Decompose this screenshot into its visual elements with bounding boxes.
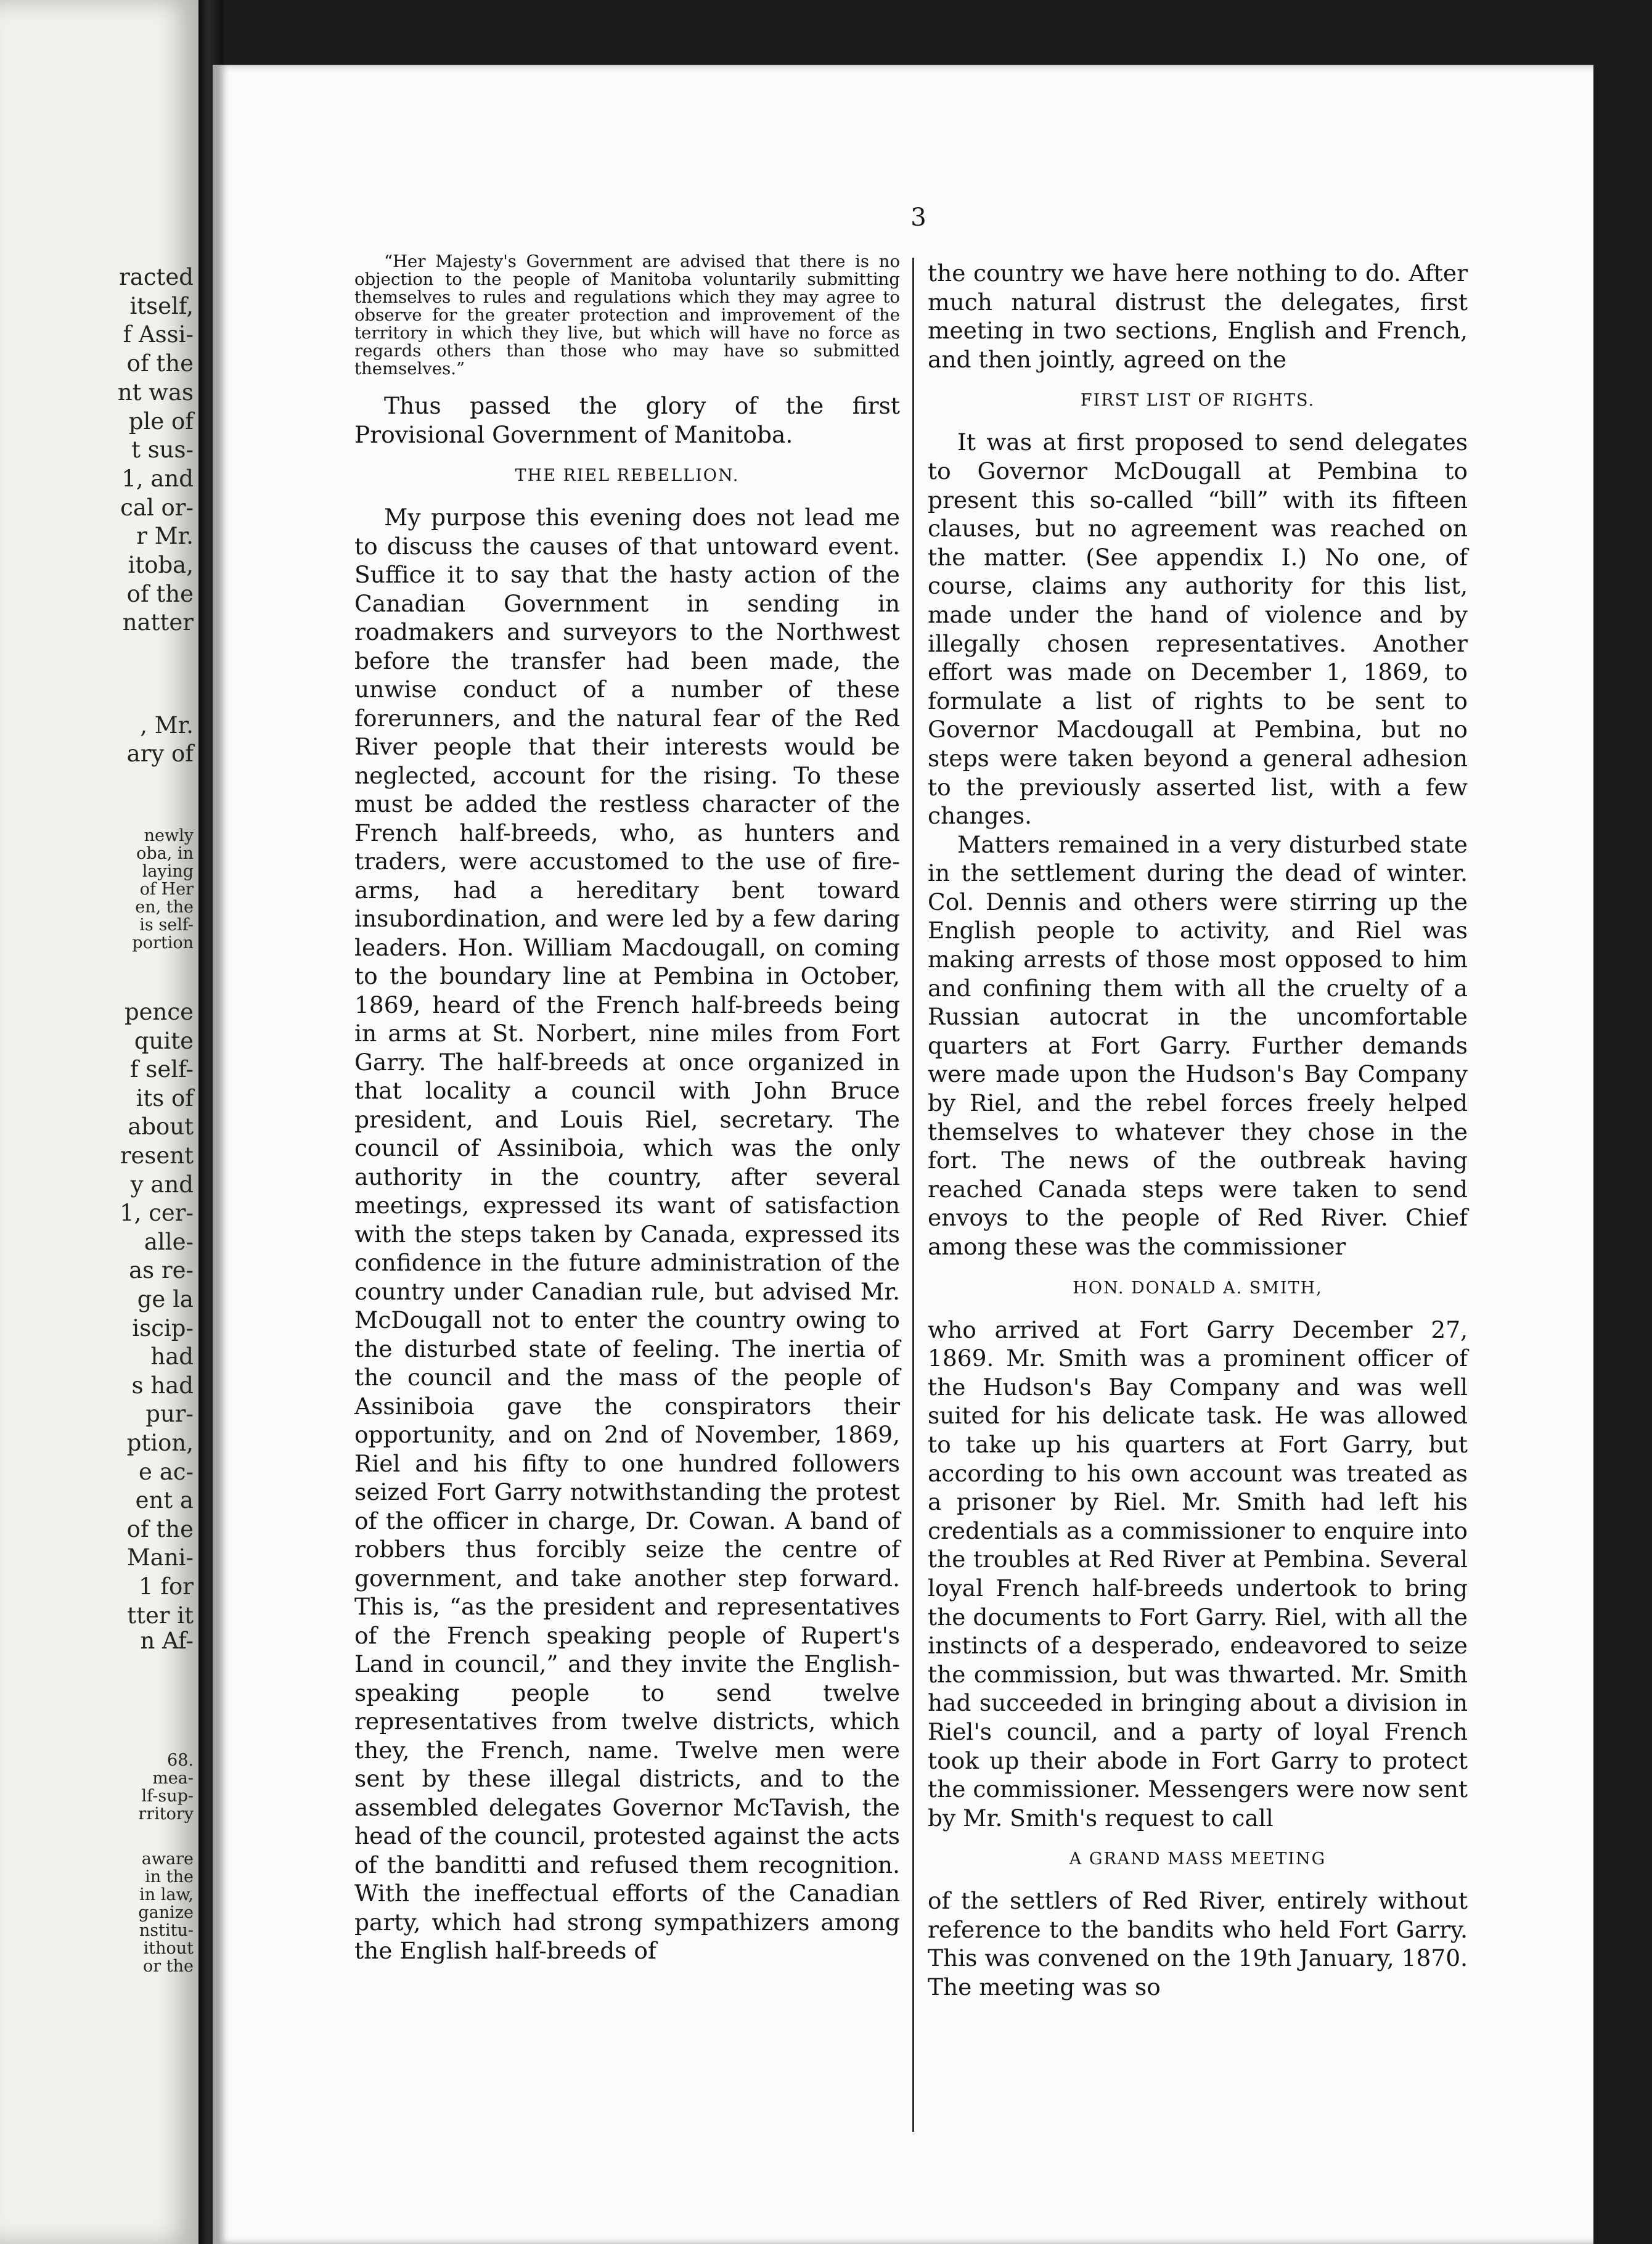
left-page-fragment: mea- (152, 1769, 194, 1788)
left-page-fragment: ge la (137, 1286, 194, 1312)
left-page-fragment: in law, (139, 1885, 194, 1904)
facing-page-left (0, 0, 198, 2244)
left-page-fragment: nt was (117, 379, 194, 406)
paragraph: the country we have here nothing to do. After much natural distrust the delegates, first meeting in two sections, English and French, and then jointly, agreed on the (928, 260, 1468, 373)
left-page-fragment: ganize (138, 1903, 194, 1922)
left-page-fragment: pence (124, 999, 194, 1025)
left-page-fragment: had (150, 1343, 194, 1370)
left-page-fragment: or the (143, 1957, 194, 1976)
left-page-fragment: laying (142, 862, 194, 881)
left-page-fragment: f Assi- (123, 321, 194, 348)
section-heading: A GRAND MASS MEETING (1069, 1849, 1327, 1869)
left-page-fragment: portion (132, 933, 194, 952)
left-page-fragment: y and (130, 1171, 194, 1198)
left-page-fragment: aware (141, 1849, 194, 1869)
left-page-fragment: oba, in (136, 844, 194, 863)
left-page-fragment: in the (145, 1867, 194, 1886)
left-page-fragment: e ac- (139, 1458, 194, 1485)
section-heading: HON. DONALD A. SMITH, (1073, 1278, 1323, 1298)
page-number: 3 (910, 203, 926, 232)
left-page-fragment: ary of (126, 740, 194, 768)
left-page-fragment: is self- (139, 915, 194, 935)
left-page-fragment: iscip- (132, 1314, 194, 1341)
left-page-fragment: en, the (135, 898, 194, 917)
section-heading: FIRST LIST OF RIGHTS. (1080, 391, 1315, 411)
left-page-fragment: itself, (129, 292, 194, 319)
left-page-fragment: of Her (139, 880, 194, 899)
left-page-fragment: rritory (138, 1804, 194, 1824)
left-page-fragment: 1 for (139, 1573, 194, 1600)
left-page-fragment: ent a (135, 1487, 194, 1514)
left-page-fragment: its of (136, 1084, 194, 1112)
left-page-text-fragments (2, 0, 197, 2244)
left-page-fragment: tter it (127, 1602, 194, 1629)
left-page-fragment: pur- (145, 1401, 194, 1428)
left-page-fragment: alle- (144, 1228, 194, 1255)
left-page-fragment: quite (134, 1027, 194, 1054)
paragraph: who arrived at Fort Garry December 27, 1869. Mr. Smith was a prominent officer of the Hudson's Bay Company and was well suited for his delicate task. He was allowed to take up his quarters at Fort Garry, but according to his own account was treated as a prisoner by Riel. Mr. Smith had left his credentials as a commissioner to enquire into the troubles at Red River at Pembina. Several loyal French half-breeds undertook to bring the documents to Fort Garry. Riel, with all the instincts of a desperado, endeavored to seize the commission, but was thwarted. Mr. Smith had succeeded in bringing about a division in Riel's council, and a party of loyal French took up their abode in Fort Garry to protect the commissioner. Messengers were now sent by Mr. Smith's request to call (928, 1316, 1468, 1832)
left-page-fragment: 1, cer- (120, 1200, 194, 1227)
left-page-fragment: nstitu- (139, 1921, 194, 1940)
left-page-fragment: 1, and (121, 465, 194, 492)
left-page-fragment: racted (119, 264, 194, 290)
column-divider (912, 258, 914, 2132)
left-page-fragment: f self- (129, 1056, 194, 1083)
left-page-fragment: about (128, 1113, 194, 1140)
left-page-fragment: of the (126, 580, 194, 607)
left-page-fragment: r Mr. (136, 523, 194, 550)
column-left (354, 253, 900, 1965)
section-heading: THE RIEL REBELLION. (515, 466, 740, 485)
paragraph: My purpose this evening does not lead me to discuss the causes of that untoward event. Suffice it to say that the hasty action of the Canadian Government in sending in roadmakers and surveyors to the Northwest before the transfer had been made, the unwise conduct of a number of these forerunners, and the natural fear of the Red River people that their interests would be neglected, account for the rising. To these must be added the restless character of the French half-breeds, who, as hunters and traders, were accustomed to the use of fire-arms, had a hereditary bent toward insubordination, and were led by a few daring leaders. Hon. William Macdougall, on coming to the boundary line at Pembina in October, 1869, heard of the French half-breeds being in arms at St. Norbert, nine miles from Fort Garry. The half-breeds at once organized in that locality a council with John Bruce president, and Louis Riel, secretary. The council of Assiniboia, which was the only authority in the country, after several meetings, expressed its want of satisfaction with the steps taken by Canada, expressed its confidence in the future administration of the country under Canadian rule, but advised Mr. McDougall not to enter the country owing to the disturbed state of feeling. The inertia of the council and the mass of the people of Assiniboia gave the conspirators their opportunity, and on 2nd of November, 1869, Riel and his fifty to one hundred followers seized Fort Garry notwithstanding the protest of the officer in charge, Dr. Cowan. A band of robbers thus forcibly seize the centre of government, and take another step forward. This is, “as the president and representatives of the French speaking people of Rupert's Land in council,” and they invite the English-speaking people to send twelve representatives from twelve districts, which they, the French, name. Twelve men were sent by these illegal districts, and to the assembled delegates Governor McTavish, the head of the council, protested against the acts of the banditti and refused them recognition. With the ineffectual efforts of the Canadian party, which had strong sympathizers among the English half-breeds of (354, 504, 900, 1964)
paragraph: Thus passed the glory of the first Provisional Government of Manitoba. (354, 392, 900, 448)
left-page-fragment: 68. (167, 1751, 194, 1770)
column-right (928, 259, 1468, 2002)
left-page-fragment: of the (126, 1515, 194, 1542)
left-page-fragment: itoba, (128, 552, 194, 578)
block-quote: “Her Majesty's Government are advised that there is no objection to the people of Manitoba voluntarily submitting themselves to rules and regulations which they may agree to observe for the greater protection and improvement of the territory in which they live, but which will have no force as regards others than those who may have so submitted themselves.” (354, 252, 900, 379)
paragraph: It was at first proposed to send delegates to Governor McDougall at Pembina to present this so-called “bill” with its fifteen clauses, but no agreement was reached on the matter. (See appendix I.) No one, of course, claims any authority for this list, made under the hand of violence and by illegally chosen representatives. Another effort was made on December 1, 1869, to formulate a list of rights to be sent to Governor Macdougall at Pembina, but no steps were taken beyond a general adhesion to the previously asserted list, with a few changes. (928, 428, 1468, 830)
left-page-fragment: cal or- (120, 494, 194, 521)
left-page-fragment: natter (122, 609, 194, 636)
left-page-fragment: n Af- (140, 1628, 194, 1654)
left-page-fragment: as re- (129, 1257, 194, 1284)
left-page-fragment: , Mr. (140, 711, 194, 739)
paragraph: of the settlers of Red River, entirely without reference to the bandits who held Fort Garry. This was convened on the 19th January, 1870. The meeting was so (928, 1887, 1468, 2001)
paragraph: Matters remained in a very disturbed state in the settlement during the dead of winter. Col. Dennis and others were stirring up the English people to activity, and Riel was making arrests of those most opposed to him and confining them with all the cruelty of a Russian autocrat in the uncomfortable quarters at Fort Garry. Further demands were made upon the Hudson's Bay Company by Riel, and the rebel forces freely helped themselves to whatever they chose in the fort. The news of the outbreak having reached Canada steps were taken to send envoys to the people of Red River. Chief among these was the commissioner (928, 830, 1468, 1260)
left-page-fragment: lf-sup- (141, 1787, 194, 1806)
left-page-fragment: resent (120, 1142, 194, 1169)
left-page-fragment: ithout (143, 1939, 194, 1958)
left-page-fragment: s had (131, 1372, 194, 1399)
left-page-fragment: ption, (126, 1430, 194, 1456)
left-page-fragment: t sus- (131, 436, 194, 464)
left-page-fragment: newly (144, 826, 194, 845)
left-page-fragment: of the (126, 350, 194, 377)
left-page-fragment: ple of (128, 407, 194, 435)
left-page-fragment: Mani- (126, 1544, 194, 1571)
